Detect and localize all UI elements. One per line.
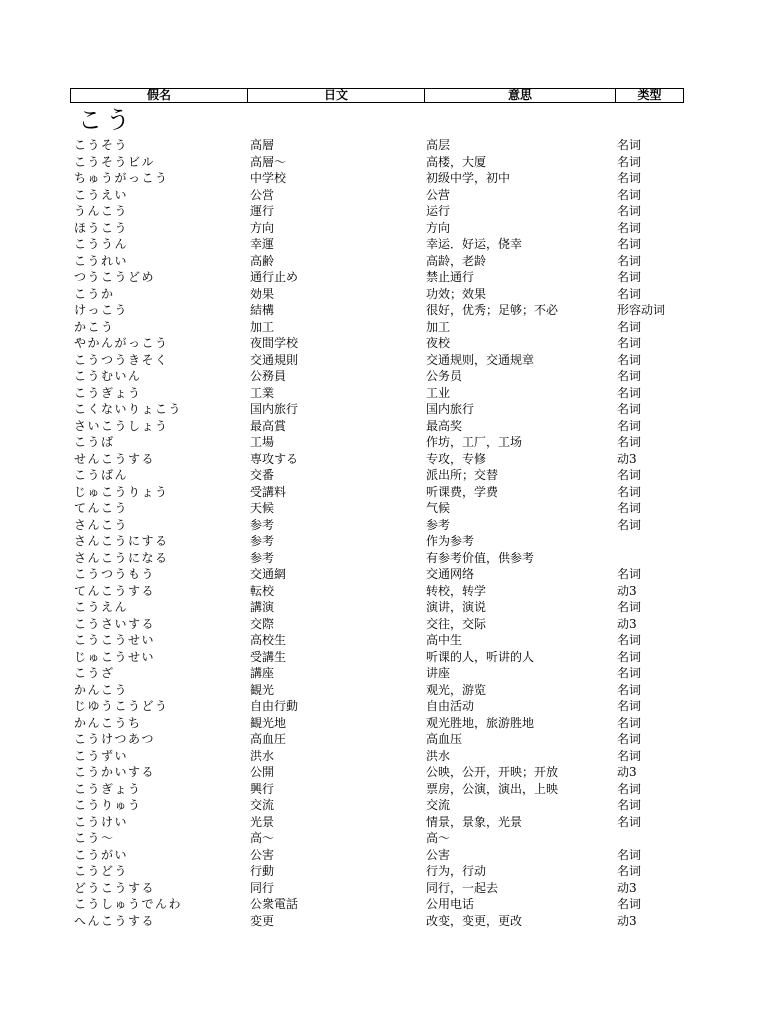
cell-type: 名词: [617, 781, 642, 796]
cell-type: 名词: [617, 600, 642, 614]
cell-kana: せんこうする: [74, 451, 156, 466]
table-row: [74, 781, 694, 798]
cell-type: 名词: [617, 666, 642, 680]
cell-japanese: 交番: [250, 468, 275, 482]
table-row: [74, 385, 694, 402]
cell-type: 形容动词: [617, 303, 666, 317]
header-type: 类型: [637, 88, 662, 102]
cell-kana: こうば: [74, 435, 115, 449]
table-row: [74, 731, 694, 748]
table-row: [74, 517, 694, 534]
cell-type: 名词: [617, 187, 642, 202]
cell-meaning: 禁止通行: [426, 270, 475, 284]
cell-meaning: 观光胜地，旅游胜地: [426, 715, 535, 730]
cell-type: 动3: [617, 765, 637, 779]
table-row: [74, 154, 694, 171]
cell-kana: ちゅうがっこう: [74, 171, 169, 185]
cell-meaning: 最高奖: [426, 418, 463, 433]
table-row: [74, 715, 694, 732]
cell-japanese: 高層～: [250, 154, 287, 169]
table-row: [74, 451, 694, 468]
cell-type: 名词: [617, 402, 642, 416]
cell-japanese: 参考: [250, 550, 275, 565]
cell-kana: かんこう: [74, 682, 129, 697]
cell-type: 名词: [617, 171, 642, 185]
table-row: [74, 632, 694, 649]
cell-japanese: 天候: [250, 501, 275, 515]
cell-kana: こうえい: [74, 187, 129, 202]
table-row: [74, 137, 694, 154]
cell-type: 名词: [617, 682, 642, 697]
table-row: [74, 550, 694, 567]
table-row: [74, 220, 694, 237]
cell-type: 名词: [617, 649, 642, 664]
cell-japanese: 参考: [250, 534, 275, 548]
cell-meaning: 演讲，演说: [426, 600, 487, 614]
cell-meaning: 参考: [426, 517, 451, 532]
cell-japanese: 転校: [250, 583, 275, 598]
cell-type: 名词: [617, 715, 642, 730]
cell-meaning: 交往，交际: [426, 616, 487, 631]
cell-type: 名词: [617, 352, 642, 367]
cell-japanese: 観光地: [250, 715, 287, 730]
table-row: [74, 830, 694, 847]
cell-japanese: 交流: [250, 798, 275, 812]
cell-meaning: 高～: [426, 831, 451, 845]
cell-kana: こうりゅう: [74, 798, 142, 812]
cell-meaning: 高层: [426, 138, 451, 152]
table-header: [70, 88, 684, 103]
table-row: [74, 797, 694, 814]
cell-type: 名词: [617, 699, 642, 713]
cell-type: [617, 550, 694, 567]
cell-kana: こうずい: [74, 748, 129, 763]
cell-meaning: 幸运．好运，侥幸: [426, 237, 523, 251]
table-row: [74, 269, 694, 286]
cell-meaning: 专攻，专修: [426, 451, 487, 466]
cell-type: 名词: [617, 567, 642, 581]
cell-meaning: 国内旅行: [426, 402, 475, 416]
cell-japanese: 高層: [250, 138, 275, 152]
cell-meaning: 作坊，工厂，工场: [426, 435, 523, 449]
cell-japanese: 光景: [250, 814, 275, 829]
table-row: [74, 401, 694, 418]
cell-japanese: 高～: [250, 831, 275, 845]
table-row: [74, 566, 694, 583]
cell-japanese: 講座: [250, 666, 275, 680]
cell-japanese: 公開: [250, 765, 275, 779]
table-row: [74, 418, 694, 435]
cell-japanese: 交際: [250, 616, 275, 631]
table-row: [74, 335, 694, 352]
cell-meaning: 交流: [426, 798, 451, 812]
cell-meaning: 方向: [426, 220, 451, 235]
cell-meaning: 自由活动: [426, 699, 475, 713]
cell-meaning: 加工: [426, 319, 451, 334]
cell-type: 名词: [617, 732, 642, 746]
cell-meaning: 行为，行动: [426, 864, 487, 878]
cell-kana: こうれい: [74, 253, 129, 268]
cell-japanese: 専攻する: [250, 451, 299, 466]
cell-kana: こうしゅうでんわ: [74, 897, 183, 911]
cell-japanese: 結構: [250, 303, 275, 317]
table-row: [74, 748, 694, 765]
cell-kana: こう～: [74, 831, 115, 845]
cell-meaning: 高楼，大厦: [426, 154, 487, 169]
cell-meaning: 高龄，老龄: [426, 253, 487, 268]
cell-meaning: 高血压: [426, 732, 463, 746]
cell-kana: こうけつあつ: [74, 732, 156, 746]
cell-kana: さんこうにする: [74, 534, 169, 548]
table-row: [74, 253, 694, 270]
cell-japanese: 参考: [250, 517, 275, 532]
table-row: [74, 814, 694, 831]
cell-kana: へんこうする: [74, 913, 156, 928]
cell-kana: かんこうち: [74, 715, 142, 730]
cell-kana: さんこうになる: [74, 550, 169, 565]
cell-meaning: 公害: [426, 847, 451, 862]
cell-japanese: 観光: [250, 682, 275, 697]
cell-kana: じゅこうりょう: [74, 484, 169, 499]
cell-kana: さんこう: [74, 517, 129, 532]
table-row: [74, 286, 694, 303]
table-row: [74, 500, 694, 517]
table-row: [74, 236, 694, 253]
cell-meaning: 听课费，学费: [426, 484, 499, 499]
cell-kana: こうばん: [74, 468, 129, 482]
cell-kana: こうつうもう: [74, 567, 156, 581]
table-row: [74, 302, 694, 319]
cell-type: 名词: [617, 270, 642, 284]
table-row: [74, 170, 694, 187]
cell-meaning: 高中生: [426, 633, 463, 647]
cell-kana: こうさいする: [74, 616, 156, 631]
cell-kana: こくないりょこう: [74, 402, 183, 416]
cell-meaning: 气候: [426, 501, 451, 515]
cell-kana: じゅこうせい: [74, 649, 156, 664]
cell-meaning: 票房，公演，演出，上映: [426, 781, 559, 796]
cell-meaning: 派出所；交替: [426, 468, 499, 482]
cell-japanese: 国内旅行: [250, 402, 299, 416]
cell-type: 名词: [617, 847, 642, 862]
cell-kana: さいこうしょう: [74, 418, 169, 433]
cell-kana: こうこうせい: [74, 633, 156, 647]
cell-japanese: 講演: [250, 600, 275, 614]
cell-japanese: 変更: [250, 913, 275, 928]
cell-japanese: 公務員: [250, 369, 287, 383]
table-row: [74, 896, 694, 913]
cell-japanese: 興行: [250, 781, 275, 796]
cell-japanese: 方向: [250, 220, 275, 235]
cell-type: 名词: [617, 286, 642, 301]
cell-kana: つうこうどめ: [74, 270, 156, 284]
cell-japanese: 夜間学校: [250, 336, 299, 350]
cell-meaning: 工业: [426, 385, 451, 400]
cell-meaning: 观光，游览: [426, 682, 487, 697]
cell-meaning: 改变，变更，更改: [426, 913, 523, 928]
cell-type: 名词: [617, 154, 642, 169]
table-row: [74, 863, 694, 880]
cell-japanese: 効果: [250, 286, 275, 301]
cell-type: 名词: [617, 336, 642, 350]
cell-meaning: 很好，优秀；足够；不必: [426, 303, 559, 317]
header-meaning: 意思: [425, 89, 616, 102]
cell-kana: こうそう: [74, 138, 129, 152]
cell-kana: じゆうこうどう: [74, 699, 169, 713]
cell-japanese: 加工: [250, 319, 275, 334]
cell-japanese: 公営: [250, 187, 275, 202]
cell-type: 名词: [617, 517, 642, 532]
cell-kana: こうか: [74, 286, 115, 301]
table-row: [74, 698, 694, 715]
cell-type: 名词: [617, 369, 642, 383]
cell-type: [617, 533, 694, 550]
vocabulary-list: [74, 137, 694, 929]
cell-type: 名词: [617, 748, 642, 763]
cell-meaning: 作为参考: [426, 534, 475, 548]
cell-kana: こうけい: [74, 814, 129, 829]
cell-japanese: 高血圧: [250, 732, 287, 746]
cell-meaning: 转校，转学: [426, 583, 487, 598]
cell-meaning: 交通网络: [426, 567, 475, 581]
cell-type: 动3: [617, 583, 637, 598]
table-row: [74, 583, 694, 600]
cell-japanese: 同行: [250, 880, 275, 895]
cell-meaning: 运行: [426, 204, 451, 218]
cell-kana: ほうこう: [74, 220, 129, 235]
cell-type: 名词: [617, 814, 642, 829]
cell-japanese: 工業: [250, 385, 275, 400]
cell-kana: うんこう: [74, 204, 129, 218]
table-row: [74, 880, 694, 897]
cell-type: 动3: [617, 880, 637, 895]
cell-type: 名词: [617, 418, 642, 433]
cell-type: [617, 830, 694, 847]
table-row: [74, 847, 694, 864]
cell-type: 名词: [617, 798, 642, 812]
cell-kana: こうむいん: [74, 369, 142, 383]
cell-meaning: 洪水: [426, 748, 451, 763]
cell-kana: かこう: [74, 319, 115, 334]
cell-meaning: 初级中学，初中: [426, 171, 511, 185]
cell-kana: こううん: [74, 237, 129, 251]
cell-kana: こうどう: [74, 864, 129, 878]
table-row: [74, 434, 694, 451]
cell-japanese: 中学校: [250, 171, 287, 185]
cell-meaning: 同行，一起去: [426, 880, 499, 895]
table-row: [74, 764, 694, 781]
cell-japanese: 受講料: [250, 484, 287, 499]
cell-meaning: 情景，景象，光景: [426, 814, 523, 829]
cell-type: 名词: [617, 385, 642, 400]
cell-japanese: 洪水: [250, 748, 275, 763]
cell-kana: こうがい: [74, 847, 129, 862]
cell-type: 动3: [617, 913, 637, 928]
table-row: [74, 352, 694, 369]
cell-type: 名词: [617, 484, 642, 499]
header-japanese: 日文: [248, 89, 425, 102]
cell-meaning: 公用电话: [426, 897, 475, 911]
cell-type: 名词: [617, 253, 642, 268]
cell-japanese: 運行: [250, 204, 275, 218]
cell-japanese: 高校生: [250, 633, 287, 647]
cell-kana: どうこうする: [74, 880, 156, 895]
cell-meaning: 有参考价值，供参考: [426, 550, 535, 565]
cell-meaning: 公务员: [426, 369, 463, 383]
cell-kana: こうぎょう: [74, 385, 142, 400]
cell-meaning: 听课的人，听讲的人: [426, 649, 535, 664]
cell-type: 名词: [617, 319, 642, 334]
cell-meaning: 公营: [426, 187, 451, 202]
cell-meaning: 讲座: [426, 666, 451, 680]
cell-type: 名词: [617, 468, 642, 482]
cell-kana: けっこう: [74, 303, 129, 317]
cell-kana: こうざ: [74, 666, 115, 680]
cell-type: 名词: [617, 204, 642, 218]
cell-japanese: 高齢: [250, 253, 275, 268]
cell-type: 名词: [617, 435, 642, 449]
group-title: こう: [78, 106, 134, 134]
cell-japanese: 受講生: [250, 649, 287, 664]
cell-japanese: 交通網: [250, 567, 287, 581]
cell-japanese: 通行止め: [250, 270, 299, 284]
table-row: [74, 484, 694, 501]
cell-type: 名词: [617, 864, 642, 878]
table-row: [74, 665, 694, 682]
table-row: [74, 467, 694, 484]
table-row: [74, 599, 694, 616]
cell-meaning: 功效；效果: [426, 286, 487, 301]
cell-type: 动3: [617, 451, 637, 466]
header-kana: 假名: [71, 89, 248, 102]
cell-type: 名词: [617, 237, 642, 251]
cell-kana: こうかいする: [74, 765, 156, 779]
table-row: [74, 533, 694, 550]
cell-japanese: 交通規則: [250, 352, 299, 367]
table-row: [74, 203, 694, 220]
cell-kana: こうつうきそく: [74, 352, 169, 367]
cell-japanese: 最高賞: [250, 418, 287, 433]
cell-type: 名词: [617, 501, 642, 515]
cell-kana: てんこう: [74, 501, 129, 515]
cell-type: 名词: [617, 220, 642, 235]
table-row: [74, 368, 694, 385]
table-row: [74, 913, 694, 930]
table-row: [74, 319, 694, 336]
cell-japanese: 行動: [250, 864, 275, 878]
cell-type: 名词: [617, 897, 642, 911]
cell-japanese: 幸運: [250, 237, 275, 251]
cell-japanese: 自由行動: [250, 699, 299, 713]
cell-type: 动3: [617, 616, 637, 631]
cell-type: 名词: [617, 633, 642, 647]
cell-kana: やかんがっこう: [74, 336, 169, 350]
cell-japanese: 公害: [250, 847, 275, 862]
cell-type: 名词: [617, 138, 642, 152]
cell-kana: こうそうビル: [74, 154, 156, 169]
cell-meaning: 交通规则，交通规章: [426, 352, 535, 367]
table-row: [74, 616, 694, 633]
cell-meaning: 公映，公开，开映；开放: [426, 765, 559, 779]
cell-kana: てんこうする: [74, 583, 156, 598]
cell-kana: こうぎょう: [74, 781, 142, 796]
cell-kana: こうえん: [74, 600, 129, 614]
table-row: [74, 682, 694, 699]
cell-japanese: 工場: [250, 435, 275, 449]
table-row: [74, 187, 694, 204]
cell-meaning: 夜校: [426, 336, 451, 350]
table-row: [74, 649, 694, 666]
cell-japanese: 公衆電話: [250, 897, 299, 911]
